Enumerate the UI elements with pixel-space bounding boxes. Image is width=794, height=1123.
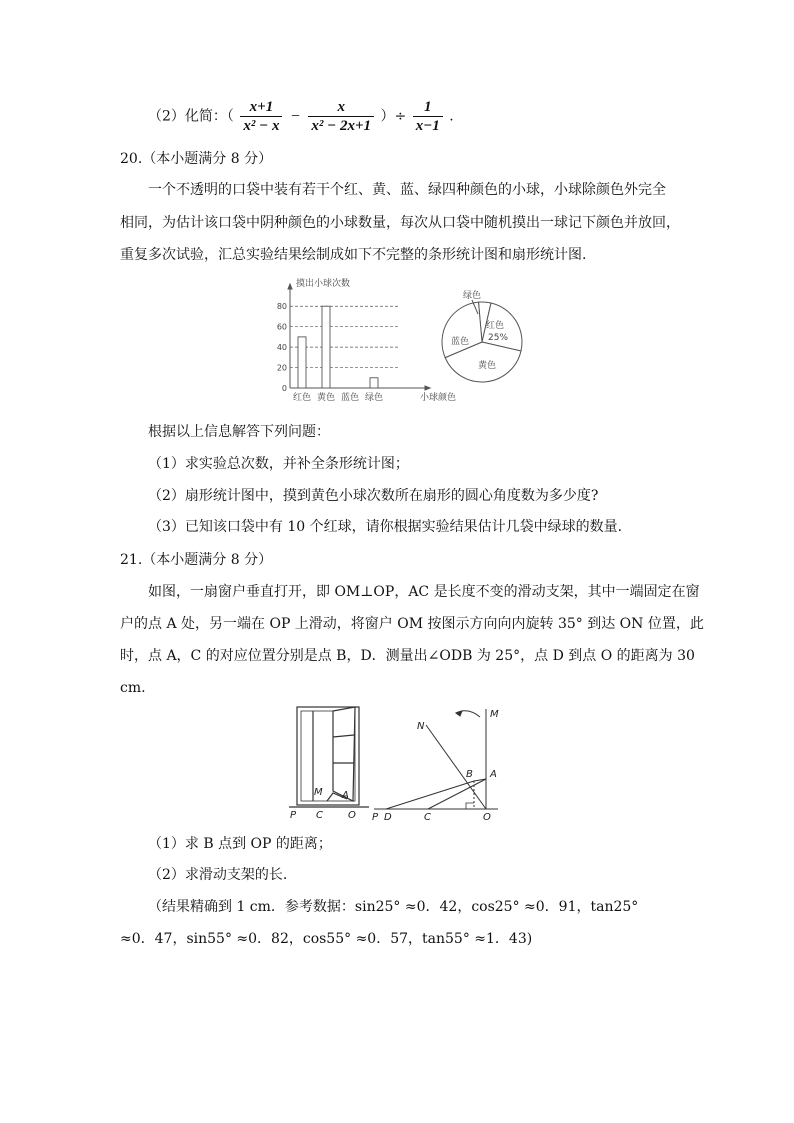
fig2-label-p: P <box>372 812 379 823</box>
fraction-2-denominator: x² − 2x+1 <box>311 118 372 134</box>
q20-question-1: （1）求实验总次数，并补全条形统计图； <box>148 456 409 472</box>
pie-label-red-percent: 25% <box>488 333 509 343</box>
q20-intro: 根据以上信息解答下列问题： <box>148 424 330 440</box>
bar-chart-tick-label: 20 <box>276 363 287 373</box>
pie-label-yellow: 黄色 <box>478 361 497 371</box>
fig2-label-n: N <box>417 721 425 732</box>
bar-chart-tick-label: 80 <box>276 302 287 312</box>
bar-chart <box>270 276 457 406</box>
q20-question-3: （3）已知该口袋中有 10 个红球，请你根据实验结果估计几袋中绿球的数量. <box>148 519 623 535</box>
bar-chart-y-arrow <box>288 284 292 289</box>
fraction-3-denominator: x−1 <box>415 118 440 134</box>
q21-para-line-2: 户的点 A 处，另一端在 OP 上滑动，将窗户 OM 按图示方向向内旋转 35° 到达 ON 位置，此 <box>120 616 704 632</box>
q21-note-line-2: ≈0．47，sin55° ≈0．82，cos55° ≈0．57，tan55° ≈1．43) <box>120 931 533 947</box>
bar-chart-tick-label: 60 <box>276 322 287 332</box>
fig2-label-c: C <box>424 812 431 823</box>
bar-chart-ylabel: 摸出小球次数 <box>296 279 351 289</box>
q21-question-1: （1）求 B 点到 OP 的距离； <box>148 836 332 852</box>
fig1-label-a: A <box>342 790 349 801</box>
fraction-1-numerator: x+1 <box>240 98 282 117</box>
bar-chart-category-label: 绿色 <box>364 393 384 403</box>
q19-prefix: （2）化简：（ <box>148 108 234 125</box>
fig1-label-c: C <box>316 810 323 821</box>
q19-close-divide: ）÷ <box>380 108 407 125</box>
bar-1 <box>322 306 330 388</box>
fraction-3-numerator: 1 <box>413 98 443 117</box>
fraction-2 <box>308 98 374 135</box>
minus-sign: − <box>290 107 300 125</box>
bar-3 <box>370 378 378 388</box>
q21-note-line-1: （结果精确到 1 cm．参考数据：sin25° ≈0．42，cos25° ≈0．91，tan25° <box>148 899 639 915</box>
fraction-3 <box>413 98 443 135</box>
bar-chart-x-arrow <box>425 386 430 390</box>
pie-label-red: 红色 <box>486 321 505 331</box>
line-db <box>386 781 474 809</box>
pie-label-blue: 蓝色 <box>451 337 470 347</box>
fig1-label-p: P <box>290 810 297 821</box>
fig2-label-a: A <box>490 769 497 780</box>
q21-question-2: （2）求滑动支架的长. <box>148 867 288 883</box>
q21-para-line-3: 时，点 A，C 的对应位置分别是点 B，D．测量出∠ODB 为 25°，点 D 到点 O 的距离为 30 <box>120 648 695 664</box>
fig2-label-m: M <box>490 709 499 720</box>
q19-end: . <box>449 108 454 125</box>
bar-chart-xlabel: 小球颜色 <box>420 393 457 403</box>
fraction-1 <box>240 98 282 135</box>
bar-chart-tick-label: 40 <box>276 343 287 353</box>
line-ca <box>428 779 486 809</box>
bar-0 <box>298 337 306 388</box>
right-angle-mark <box>466 803 474 809</box>
fraction-1-denominator: x² − x <box>243 118 280 134</box>
q20-header: 20.（本小题满分 8 分） <box>120 151 273 167</box>
rotation-arrowhead <box>456 711 462 716</box>
geometry-figure <box>370 705 510 823</box>
pie-chart <box>432 284 532 396</box>
q20-para-line-1: 一个不透明的口袋中装有若干个红、黄、蓝、绿四种颜色的小球，小球除颜色外完全 <box>148 182 666 198</box>
bar-chart-tick-label: 0 <box>281 384 287 393</box>
q21-para-line-1: 如图，一扇窗户垂直打开，即 OM⊥OP，AC 是长度不变的滑动支架，其中一端固定在窗 <box>148 584 700 600</box>
bar-chart-category-label: 黄色 <box>316 393 336 403</box>
fig1-label-m: M <box>314 787 323 798</box>
q21-header: 21.（本小题满分 8 分） <box>120 552 273 568</box>
bar-chart-category-label: 红色 <box>292 393 312 403</box>
q20-para-line-2: 相同，为估计该口袋中阴种颜色的小球数量，每次从口袋中随机摸出一球记下颜色并放回， <box>120 215 680 231</box>
window-sash <box>333 707 355 801</box>
fig2-label-o: O <box>483 812 491 823</box>
fig1-label-o: O <box>348 810 356 821</box>
q20-para-line-3: 重复多次试验，汇总实验结果绘制成如下不完整的条形统计图和扇形统计图. <box>120 247 587 263</box>
fraction-2-numerator: x <box>308 98 374 117</box>
q21-para-line-4: cm. <box>120 680 146 696</box>
fig2-label-d: D <box>384 812 392 823</box>
q20-question-2: （2）扇形统计图中，摸到黄色小球次数所在扇形的圆心角度数为多少度? <box>148 488 599 504</box>
q19-part2-line <box>148 98 454 135</box>
pie-label-green: 绿色 <box>463 291 482 301</box>
bar-chart-category-label: 蓝色 <box>340 393 360 403</box>
fig2-label-b: B <box>466 769 473 780</box>
window-figure <box>285 703 375 823</box>
line-on <box>426 725 486 809</box>
